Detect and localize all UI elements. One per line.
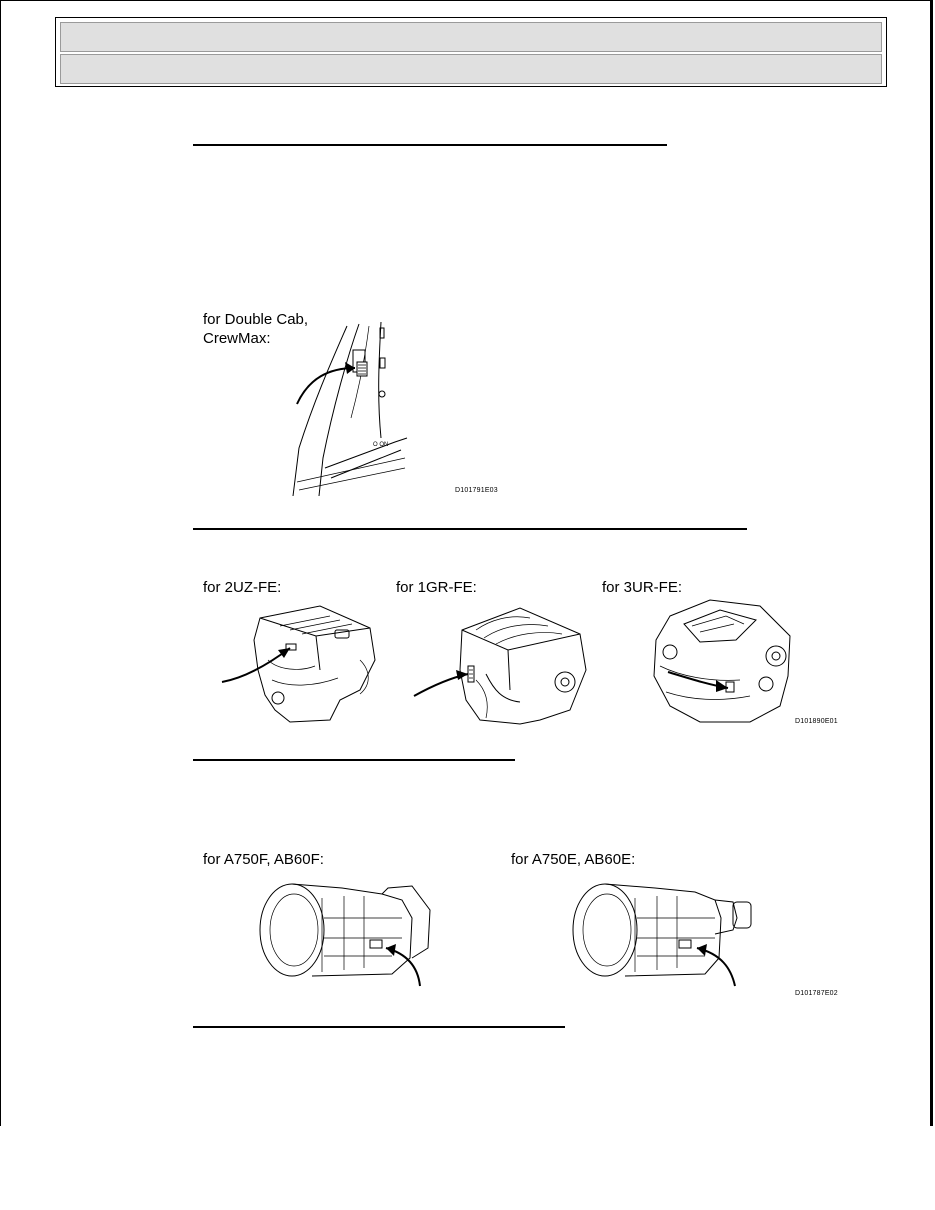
engine-3ur-fe-illustration [640, 596, 805, 728]
figure-code-1: D101791E03 [455, 487, 498, 494]
figure-caption-2uz-fe: for 2UZ-FE: [203, 579, 282, 596]
section-rule-2 [193, 528, 747, 530]
figure-code-3: D101787E02 [795, 990, 838, 997]
transmission-a750f-illustration [252, 878, 442, 990]
figure-caption-a750f-ab60f: for A750F, AB60F: [203, 851, 324, 868]
page-header [55, 17, 887, 87]
figure-caption-double-cab-line1: for Double Cab, [203, 311, 309, 328]
engine-2uz-fe-illustration [220, 600, 390, 725]
engine-1gr-fe-illustration [410, 600, 600, 730]
header-title-bar [60, 22, 882, 52]
header-subtitle-bar [60, 54, 882, 84]
transmission-a750e-illustration [565, 878, 765, 990]
figure-caption-a750e-ab60e: for A750E, AB60E: [511, 851, 636, 868]
svg-text:O ON: O ON [373, 442, 389, 448]
section-rule-4 [193, 1026, 565, 1028]
figure-caption-1gr-fe: for 1GR-FE: [396, 579, 477, 596]
figure-code-2: D101890E01 [795, 718, 838, 725]
section-rule-1 [193, 144, 667, 146]
section-rule-3 [193, 759, 515, 761]
figure-caption-3ur-fe: for 3UR-FE: [602, 579, 683, 596]
vin-plate-door-pillar-illustration [285, 318, 415, 500]
figure-caption-double-cab-line2: CrewMax: [203, 330, 271, 347]
